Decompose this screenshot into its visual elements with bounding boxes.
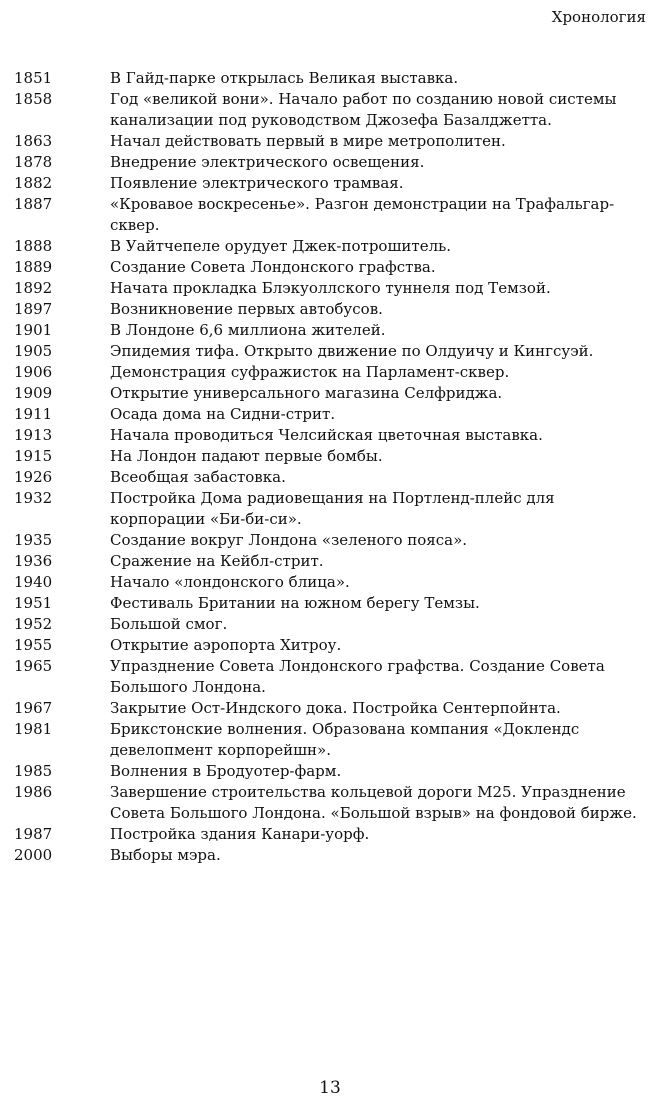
entry-text: На Лондон падают первые бомбы. [110, 447, 383, 465]
entry-text: Волнения в Бродуотер-фарм. [110, 762, 342, 780]
entry-year: 1878 [14, 153, 53, 171]
chronology-entry [14, 824, 648, 845]
chronology-entry [14, 446, 648, 467]
entry-year: 1955 [14, 636, 53, 654]
entry-year: 1987 [14, 825, 53, 843]
entry-text: Упразднение Совета Лондонского графства. Создание Совета Большого Лондона. [110, 657, 605, 696]
entry-text: Большой смог. [110, 615, 228, 633]
chronology-entry [14, 530, 648, 551]
chronology-entry [14, 278, 648, 299]
page-number: 13 [319, 1078, 341, 1098]
entry-year: 1906 [14, 363, 53, 381]
entry-text: Постройка здания Канари-уорф. [110, 825, 370, 843]
entry-year: 1951 [14, 594, 53, 612]
entry-text: Начал действовать первый в мире метрополитен. [110, 132, 506, 150]
entry-year: 1915 [14, 447, 53, 465]
entry-year: 1952 [14, 615, 53, 633]
entry-text: Возникновение первых автобусов. [110, 300, 383, 318]
entry-text: Создание Совета Лондонского графства. [110, 258, 436, 276]
entry-text: Закрытие Ост-Индского дока. Постройка Сентерпойнта. [110, 699, 561, 717]
entry-text: Год «великой вони». Начало работ по созданию новой системы канализации под руководством Джозефа Базалджетта. [110, 90, 617, 129]
chronology-entry [14, 152, 648, 173]
entry-year: 2000 [14, 846, 53, 864]
entry-year: 1913 [14, 426, 53, 444]
chronology-entry [14, 719, 648, 761]
chronology-entry [14, 194, 648, 236]
entry-year: 1858 [14, 90, 53, 108]
entry-text: Брикстонские волнения. Образована компания «Доклендс девелопмент корпорейшн». [110, 720, 580, 759]
entry-text: Выборы мэра. [110, 846, 221, 864]
entry-text: Внедрение электрического освещения. [110, 153, 425, 171]
entry-year: 1863 [14, 132, 53, 150]
chronology-entry [14, 68, 648, 89]
entry-text: Постройка Дома радиовещания на Портленд-плейс для корпорации «Би-би-си». [110, 489, 555, 528]
chronology-list [14, 68, 648, 866]
entry-year: 1897 [14, 300, 53, 318]
chronology-entry [14, 656, 648, 698]
entry-year: 1932 [14, 489, 53, 507]
entry-text: Фестиваль Британии на южном берегу Темзы. [110, 594, 480, 612]
entry-year: 1889 [14, 258, 53, 276]
chronology-entry [14, 572, 648, 593]
entry-text: Демонстрация суфражисток на Парламент-сквер. [110, 363, 510, 381]
entry-year: 1936 [14, 552, 53, 570]
entry-text: Начало «лондонского блица». [110, 573, 350, 591]
entry-year: 1965 [14, 657, 53, 675]
entry-year: 1901 [14, 321, 53, 339]
entry-text: В Уайтчепеле орудует Джек-потрошитель. [110, 237, 452, 255]
chronology-entry [14, 635, 648, 656]
chronology-entry [14, 467, 648, 488]
chronology-entry [14, 89, 648, 131]
chronology-entry [14, 614, 648, 635]
chronology-entry [14, 320, 648, 341]
entry-text: Открытие универсального магазина Селфриджа. [110, 384, 503, 402]
entry-year: 1887 [14, 195, 53, 213]
chronology-entry [14, 845, 648, 866]
chronology-entry [14, 782, 648, 824]
entry-year: 1967 [14, 699, 53, 717]
entry-year: 1911 [14, 405, 53, 423]
chronology-entry [14, 173, 648, 194]
chronology-entry [14, 257, 648, 278]
chronology-entry [14, 425, 648, 446]
chronology-entry [14, 593, 648, 614]
entry-text: Эпидемия тифа. Открыто движение по Олдуичу и Кингсуэй. [110, 342, 594, 360]
entry-text: Создание вокруг Лондона «зеленого пояса». [110, 531, 468, 549]
entry-year: 1986 [14, 783, 53, 801]
entry-text: Открытие аэропорта Хитроу. [110, 636, 342, 654]
chronology-entry [14, 383, 648, 404]
entry-text: В Гайд-парке открылась Великая выставка. [110, 69, 459, 87]
chronology-entry [14, 236, 648, 257]
entry-text: Начата прокладка Блэкуоллского туннеля под Темзой. [110, 279, 551, 297]
running-header: Хронология [551, 8, 646, 26]
entry-year: 1935 [14, 531, 53, 549]
entry-year: 1940 [14, 573, 53, 591]
chronology-entry [14, 341, 648, 362]
entry-year: 1981 [14, 720, 53, 738]
entry-year: 1882 [14, 174, 53, 192]
entry-text: Появление электрического трамвая. [110, 174, 404, 192]
entry-year: 1985 [14, 762, 53, 780]
entry-text: Всеобщая забастовка. [110, 468, 286, 486]
entry-text: В Лондоне 6,6 миллиона жителей. [110, 321, 386, 339]
chronology-entry [14, 404, 648, 425]
chronology-entry [14, 299, 648, 320]
chronology-entry [14, 551, 648, 572]
chronology-entry [14, 131, 648, 152]
entry-text: Сражение на Кейбл-стрит. [110, 552, 324, 570]
entry-year: 1926 [14, 468, 53, 486]
entry-text: Начала проводиться Челсийская цветочная выставка. [110, 426, 543, 444]
entry-year: 1851 [14, 69, 53, 87]
entry-year: 1909 [14, 384, 53, 402]
entry-year: 1888 [14, 237, 53, 255]
chronology-entry [14, 362, 648, 383]
entry-text: Завершение строительства кольцевой дороги M25. Упразднение Совета Большого Лондона. «Большой взрыв» на фондовой бирже. [110, 783, 637, 822]
chronology-entry [14, 698, 648, 719]
chronology-entry [14, 761, 648, 782]
entry-text: Осада дома на Сидни-стрит. [110, 405, 336, 423]
entry-text: «Кровавое воскресенье». Разгон демонстрации на Трафальгар-сквер. [110, 195, 615, 234]
entry-year: 1905 [14, 342, 53, 360]
entry-year: 1892 [14, 279, 53, 297]
chronology-entry [14, 488, 648, 530]
